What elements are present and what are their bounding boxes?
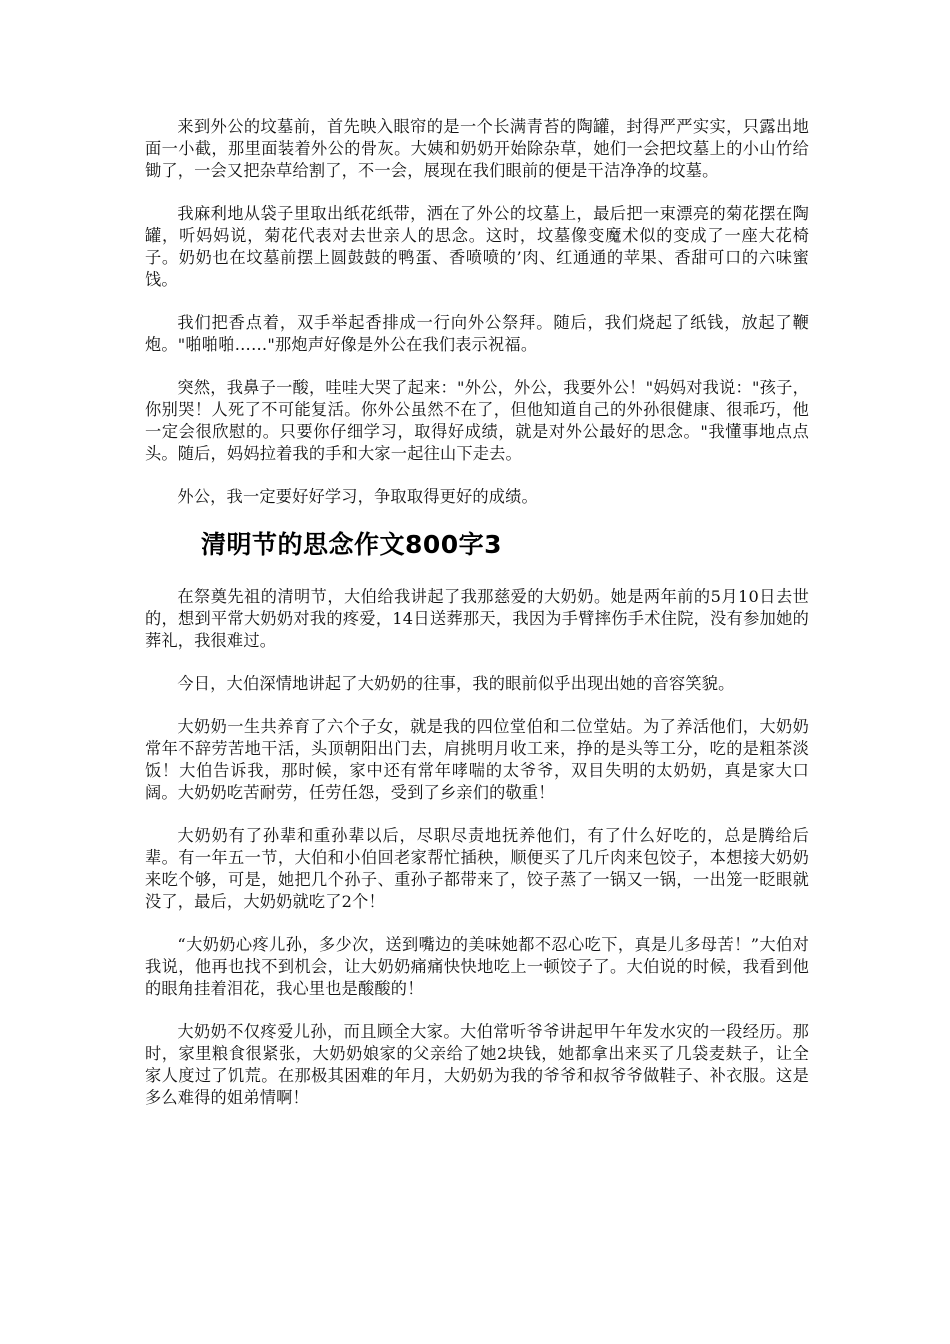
- paragraph: 大奶奶不仅疼爱儿孙，而且顾全大家。大伯常听爷爷讲起甲午年发水灾的一段经历。那时，家里粮食很紧张，大奶奶娘家的父亲给了她2块钱，她都拿出来买了几袋麦麸子，让全家人度过了饥荒。在那极其困难的年月，大奶奶为我的爷爷和叔爷爷做鞋子、补衣服。这是多么难得的姐弟情啊！: [145, 1022, 809, 1107]
- paragraph: “大奶奶心疼儿孙，多少次，送到嘴边的美味她都不忍心吃下，真是儿多母苦！”大伯对我说，他再也找不到机会，让大奶奶痛痛快快地吃上一顿饺子了。大伯说的时候，我看到他的眼角挂着泪花，我心里也是酸酸的！: [145, 935, 809, 998]
- document-page: [145, 116, 809, 1130]
- paragraph: 突然，我鼻子一酸，哇哇大哭了起来："外公，外公，我要外公！"妈妈对我说："孩子，你别哭！人死了不可能复活。你外公虽然不在了，但他知道自己的外孙很健康、很乖巧，他一定会很欣慰的。只要你仔细学习，取得好成绩，就是对外公最好的思念。"我懂事地点点头。随后，妈妈拉着我的手和大家一起往山下走去。: [145, 378, 809, 463]
- paragraph: 我麻利地从袋子里取出纸花纸带，洒在了外公的坟墓上，最后把一束漂亮的菊花摆在陶罐，听妈妈说，菊花代表对去世亲人的思念。这时，坟墓像变魔术似的变成了一座大花椅子。奶奶也在坟墓前摆上圆鼓鼓的鸭蛋、香喷喷的’肉、红通通的苹果、香甜可口的六味蜜饯。: [145, 204, 809, 289]
- paragraph: 今日，大伯深情地讲起了大奶奶的往事，我的眼前似乎出现出她的音容笑貌。: [177, 674, 735, 693]
- paragraph: 我们把香点着，双手举起香排成一行向外公祭拜。随后，我们烧起了纸钱，放起了鞭炮。"啪啪啪……"那炮声好像是外公在我们表示祝福。: [145, 313, 809, 354]
- paragraph: 外公，我一定要好好学习，争取取得更好的成绩。: [177, 487, 538, 506]
- section-heading: 清明节的思念作文800字3: [201, 530, 503, 559]
- paragraph: 大奶奶一生共养育了六个子女，就是我的四位堂伯和二位堂姑。为了养活他们，大奶奶常年不辞劳苦地干活，头顶朝阳出门去，肩挑明月收工来，挣的是头等工分，吃的是粗茶淡饭！大伯告诉我，那时候，家中还有常年哮喘的太爷爷，双目失明的太奶奶，真是家大口阔。大奶奶吃苦耐劳，任劳任怨，受到了乡亲们的敬重！: [145, 717, 809, 802]
- paragraph: 在祭奠先祖的清明节，大伯给我讲起了我那慈爱的大奶奶。她是两年前的5月10日去世的，想到平常大奶奶对我的疼爱，14日送葬那天，我因为手臂摔伤手术住院，没有参加她的葬礼，我很难过。: [145, 587, 809, 650]
- paragraph: 大奶奶有了孙辈和重孙辈以后，尽职尽责地抚养他们，有了什么好吃的，总是腾给后辈。有一年五一节，大伯和小伯回老家帮忙插秧，顺便买了几斤肉来包饺子，本想接大奶奶来吃个够，可是，她把几个孙子、重孙子都带来了，饺子蒸了一锅又一锅，一出笼一眨眼就没了，最后，大奶奶就吃了2个！: [145, 826, 809, 911]
- paragraph: 来到外公的坟墓前，首先映入眼帘的是一个长满青苔的陶罐，封得严严实实，只露出地面一小截，那里面装着外公的骨灰。大姨和奶奶开始除杂草，她们一会把坟墓上的小山竹给锄了，一会又把杂草给割了，不一会，展现在我们眼前的便是干洁净净的坟墓。: [145, 117, 809, 180]
